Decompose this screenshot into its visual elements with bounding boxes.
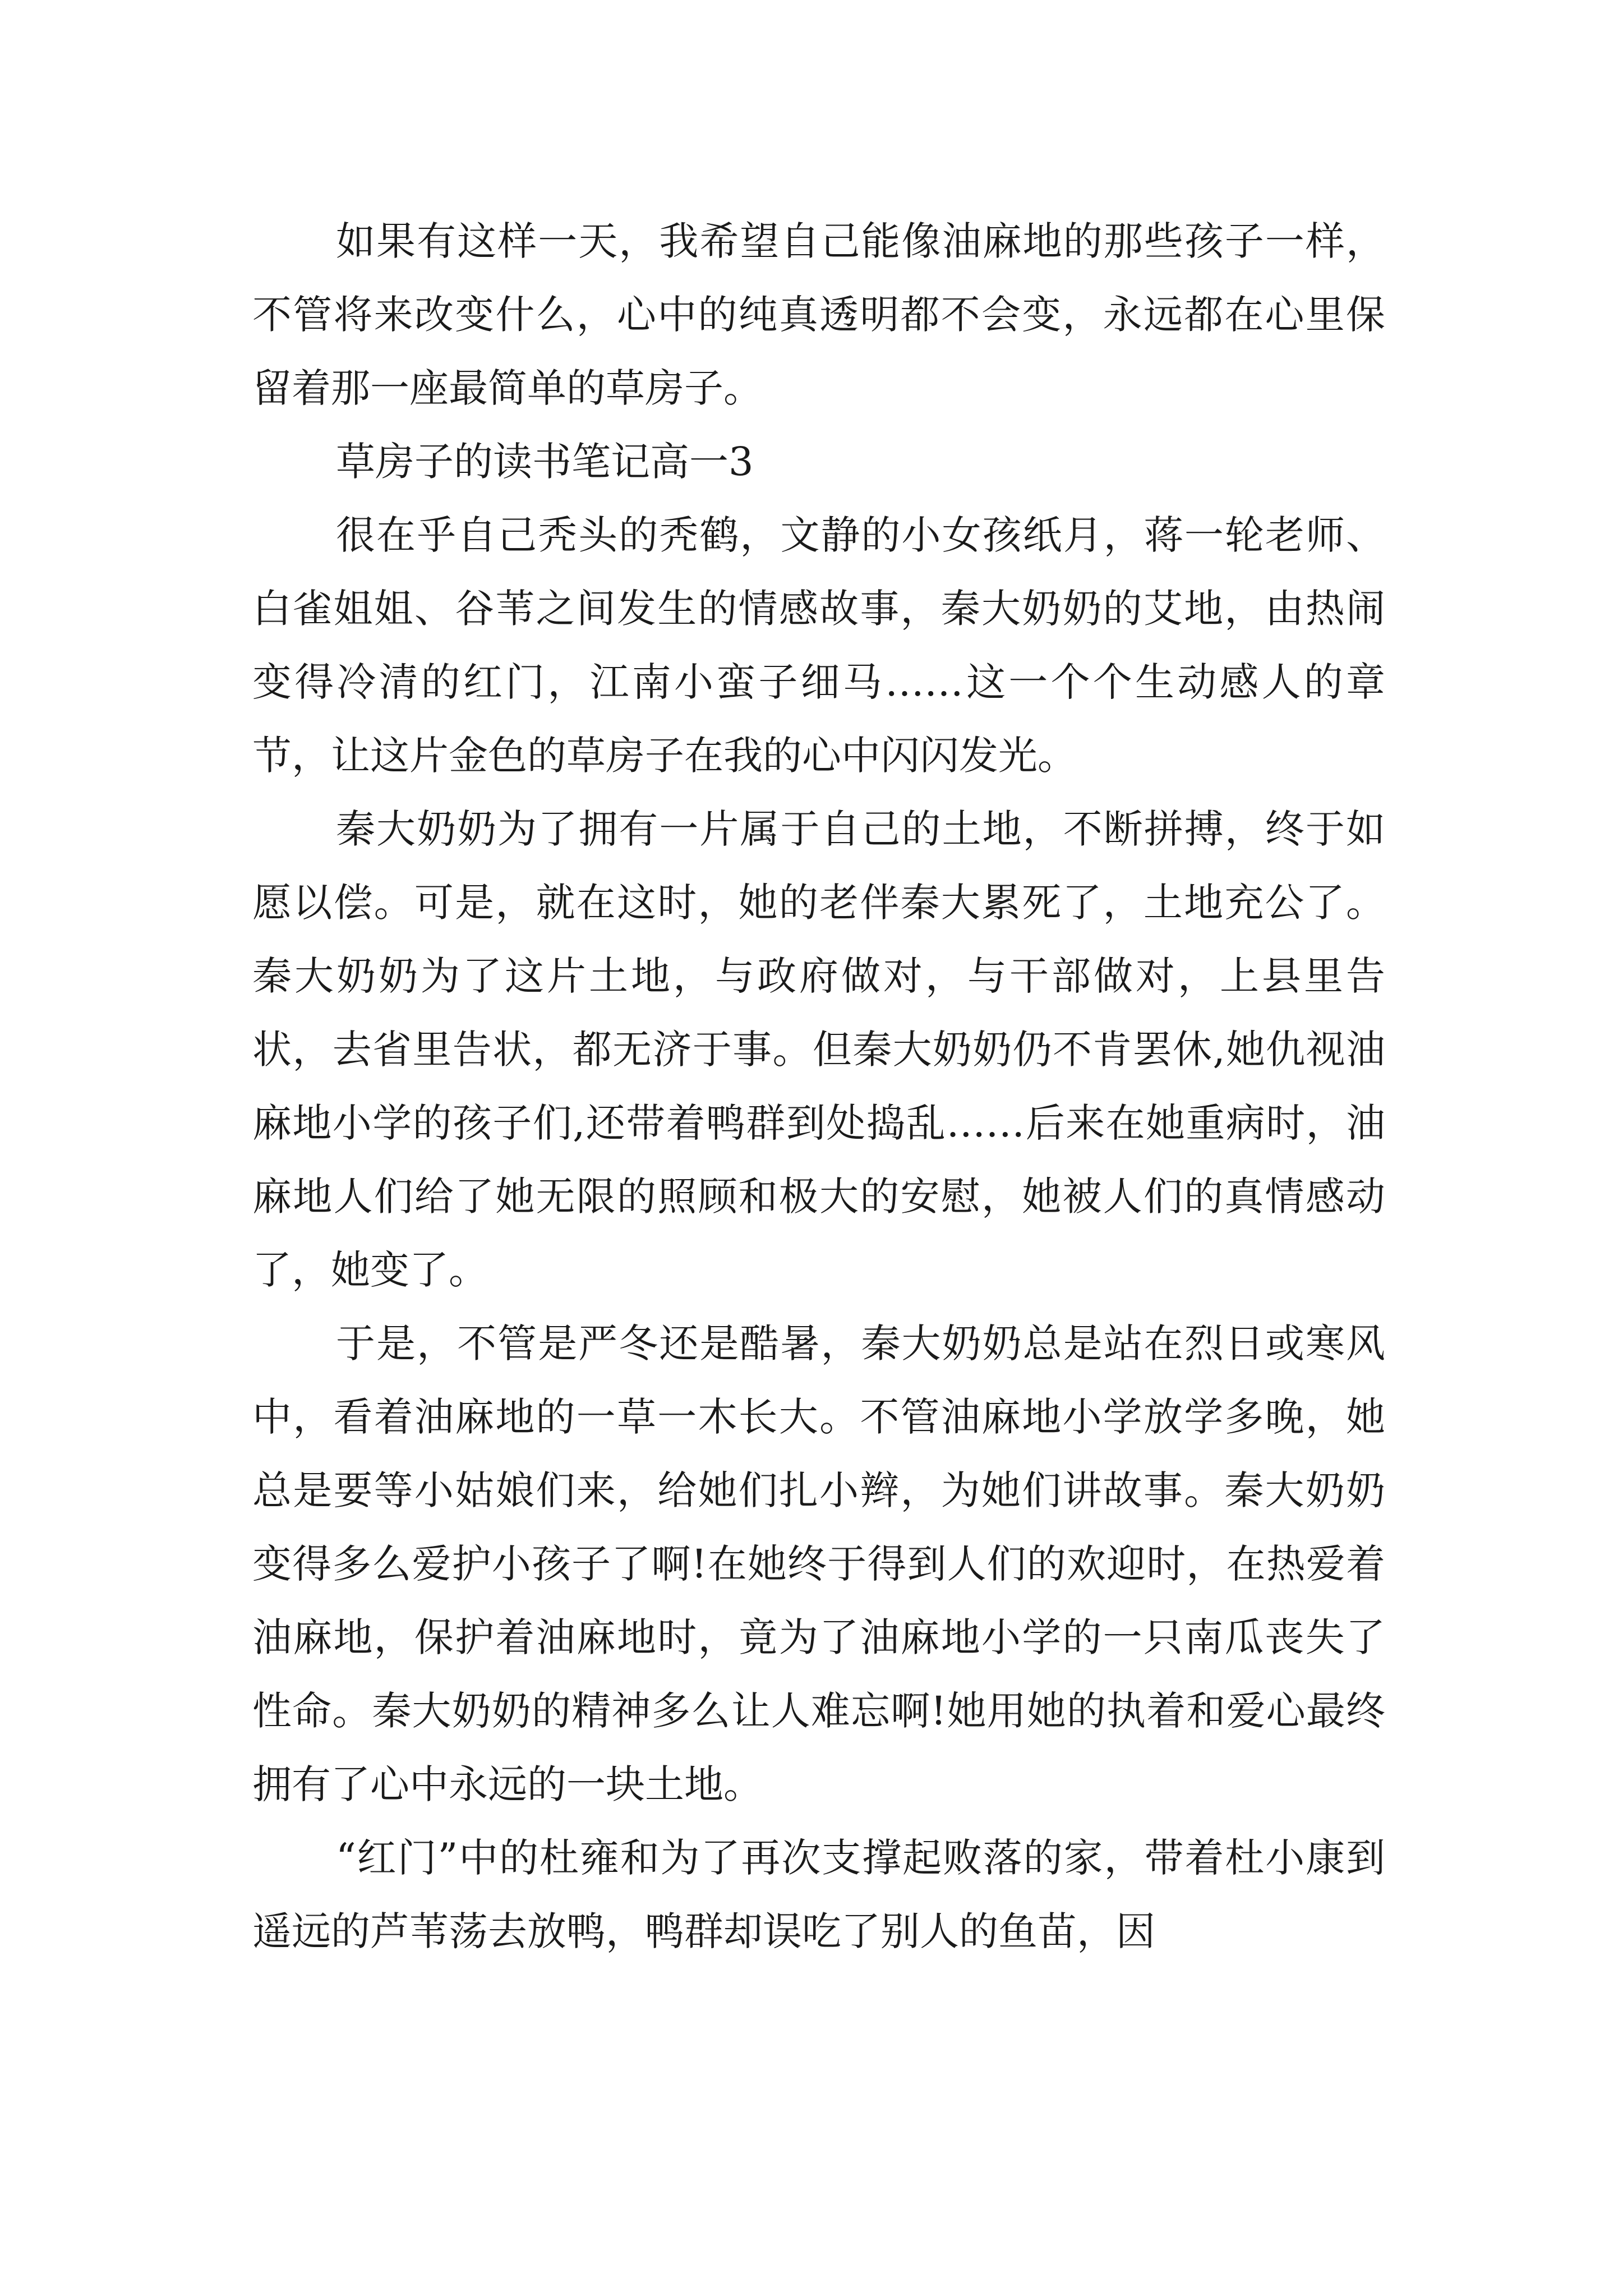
paragraph-3: 秦大奶奶为了拥有一片属于自己的土地，不断拼搏，终于如愿以偿。可是，就在这时，她的老伴秦大累死了，土地充公了。秦大奶奶为了这片土地，与政府做对，与干部做对，上县里告状，去省里告状，都无济于事。但秦大奶奶仍不肯罢休,她仇视油麻地小学的孩子们,还带着鸭群到处捣乱……后来在她重病时，油麻地人们给了她无限的照顾和极大的安慰，她被人们的真情感动了，她变了。 (252, 806, 1385, 1293)
section-heading: 草房子的读书笔记高一3 (336, 439, 754, 485)
paragraph-1: 如果有这样一天，我希望自己能像油麻地的那些孩子一样，不管将来改变什么，心中的纯真透明都不会变，永远都在心里保留着那一座最简单的草房子。 (252, 218, 1385, 411)
paragraph-2: 很在乎自己秃头的秃鹤，文静的小女孩纸月，蒋一轮老师、白雀姐姐、谷苇之间发生的情感故事，秦大奶奶的艾地，由热闹变得冷清的红门，江南小蛮子细马……这一个个生动感人的章节，让这片金色的草房子在我的心中闪闪发光。 (252, 512, 1385, 779)
document-body (252, 205, 1385, 1968)
paragraph-5: “红门”中的杜雍和为了再次支撑起败落的家，带着杜小康到遥远的芦苇荡去放鸭，鸭群却误吃了别人的鱼苗，因 (252, 1835, 1385, 1954)
paragraph-4: 于是，不管是严冬还是酷暑，秦大奶奶总是站在烈日或寒风中，看着油麻地的一草一木长大。不管油麻地小学放学多晚，她总是要等小姑娘们来，给她们扎小辫，为她们讲故事。秦大奶奶变得多么爱护小孩子了啊!在她终于得到人们的欢迎时，在热爱着油麻地，保护着油麻地时，竟为了油麻地小学的一只南瓜丧失了性命。秦大奶奶的精神多么让人难忘啊!她用她的执着和爱心最终拥有了心中永远的一块土地。 (252, 1320, 1385, 1807)
